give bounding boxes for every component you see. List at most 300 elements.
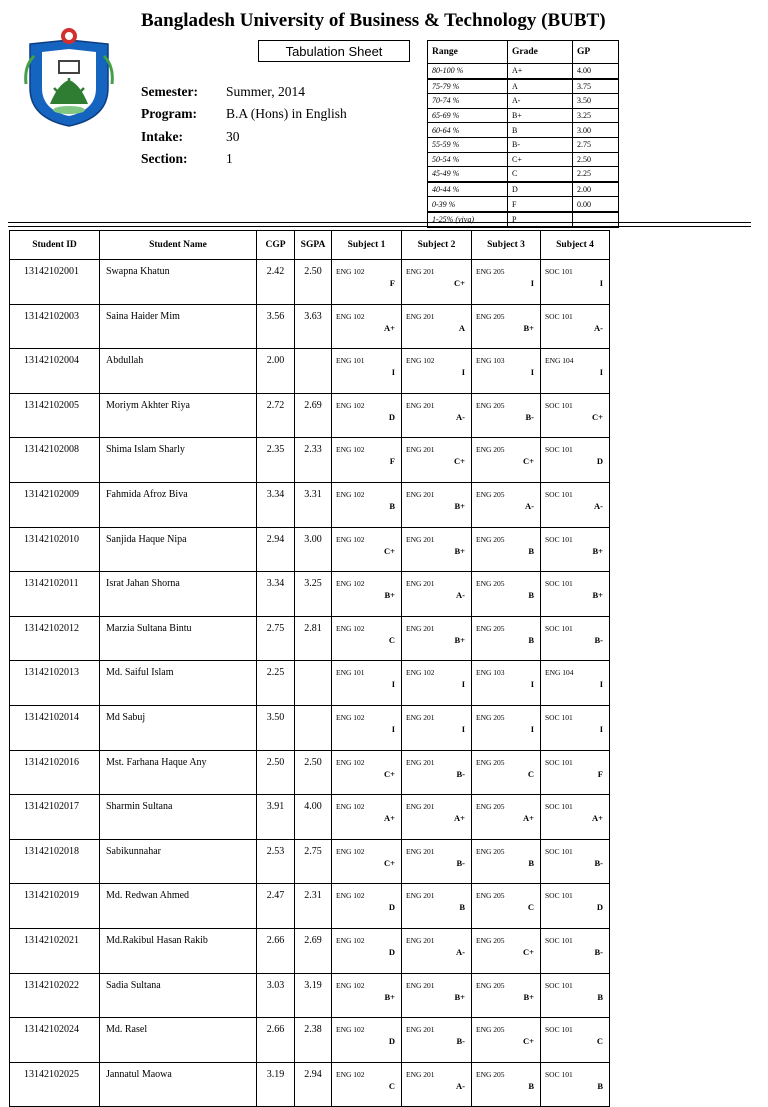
subject-2-cell (402, 839, 472, 884)
course-grade: B+ (454, 634, 465, 645)
grade-header-gp: GP (573, 41, 619, 64)
course-grade: I (391, 679, 395, 690)
student-id: 13142102003 (10, 304, 100, 349)
course-code: ENG 205 (476, 534, 505, 544)
course-code: ENG 102 (406, 356, 435, 366)
subject-4-cell (541, 393, 610, 438)
course-code: SOC 101 (545, 802, 573, 812)
course-code: ENG 205 (476, 891, 505, 901)
course-code: ENG 201 (406, 980, 435, 990)
subject-2-cell (402, 1018, 472, 1063)
course-code: ENG 102 (336, 534, 365, 544)
course-grade: C (527, 902, 534, 913)
subject-3-cell (472, 482, 541, 527)
course-grade: C+ (592, 411, 603, 422)
course-code: ENG 102 (336, 757, 365, 767)
subject-3-cell (472, 260, 541, 305)
student-id: 13142102008 (10, 438, 100, 483)
subject-2-cell (402, 260, 472, 305)
course-grade: I (599, 723, 603, 734)
subject-1-cell (332, 572, 402, 617)
grade-row (428, 197, 619, 212)
course-grade: C+ (523, 456, 534, 467)
course-grade: I (599, 679, 603, 690)
subject-2-cell (402, 705, 472, 750)
course-code: ENG 102 (406, 668, 435, 678)
cgp-value: 2.25 (257, 661, 295, 706)
course-code: ENG 205 (476, 267, 505, 276)
subject-2-cell (402, 661, 472, 706)
student-name: Swapna Khatun (100, 260, 257, 305)
sgpa-value: 2.75 (295, 839, 332, 884)
course-grade: D (596, 902, 603, 913)
course-grade: A- (456, 1080, 465, 1091)
table-row (10, 572, 610, 617)
grade-point: 0.00 (573, 197, 619, 212)
course-grade: I (530, 723, 534, 734)
course-grade: D (388, 902, 395, 913)
course-grade: A+ (384, 813, 395, 824)
subject-3-cell (472, 393, 541, 438)
col-header-sgpa: SGPA (295, 231, 332, 260)
course-grade: B- (594, 857, 603, 868)
course-grade: F (389, 456, 395, 467)
cgp-value: 2.66 (257, 1018, 295, 1063)
course-grade: B (528, 1080, 534, 1091)
course-code: ENG 205 (476, 489, 505, 499)
student-id: 13142102013 (10, 661, 100, 706)
student-id: 13142102001 (10, 260, 100, 305)
cgp-value: 2.50 (257, 750, 295, 795)
course-grade: C+ (384, 857, 395, 868)
subject-1-cell (332, 795, 402, 840)
student-name: Sabikunnahar (100, 839, 257, 884)
grade-range: 80-100 % (428, 64, 508, 79)
cgp-value: 3.03 (257, 973, 295, 1018)
course-grade: B (597, 991, 603, 1002)
student-id: 13142102018 (10, 839, 100, 884)
course-code: ENG 201 (406, 579, 435, 589)
course-code: ENG 102 (336, 980, 365, 990)
course-code: ENG 102 (336, 445, 365, 455)
course-grade: C (596, 1036, 603, 1047)
course-grade: B (528, 857, 534, 868)
sgpa-value: 2.69 (295, 393, 332, 438)
student-name: Md.Rakibul Hasan Rakib (100, 928, 257, 973)
sgpa-value: 3.00 (295, 527, 332, 572)
course-grade: B- (525, 411, 534, 422)
col-header-cgp: CGP (257, 231, 295, 260)
grade-row (428, 79, 619, 94)
student-id: 13142102017 (10, 795, 100, 840)
course-code: ENG 102 (336, 1069, 365, 1079)
grade-letter: A+ (508, 64, 573, 79)
course-code: ENG 205 (476, 980, 505, 990)
subject-1-cell (332, 661, 402, 706)
course-grade: B- (456, 857, 465, 868)
course-grade: B- (594, 946, 603, 957)
subject-1-cell (332, 527, 402, 572)
cgp-value: 2.94 (257, 527, 295, 572)
subject-1-cell (332, 1018, 402, 1063)
sgpa-value: 3.19 (295, 973, 332, 1018)
grade-row (428, 212, 619, 227)
grade-row (428, 137, 619, 152)
student-name: Abdullah (100, 349, 257, 394)
course-code: SOC 101 (545, 712, 573, 722)
subject-3-cell (472, 572, 541, 617)
course-code: SOC 101 (545, 400, 573, 410)
course-code: ENG 102 (336, 712, 365, 722)
student-id: 13142102024 (10, 1018, 100, 1063)
student-id: 13142102019 (10, 884, 100, 929)
course-grade: I (530, 278, 534, 288)
course-grade: I (530, 679, 534, 690)
table-row (10, 839, 610, 884)
grade-point: 2.00 (573, 182, 619, 197)
course-grade: C (527, 768, 534, 779)
course-grade: I (461, 723, 465, 734)
table-row (10, 750, 610, 795)
grade-range: 55-59 % (428, 137, 508, 152)
cgp-value: 3.19 (257, 1062, 295, 1107)
subject-4-cell (541, 304, 610, 349)
student-name: Fahmida Afroz Biva (100, 482, 257, 527)
grade-letter: D (508, 182, 573, 197)
course-code: ENG 102 (336, 935, 365, 945)
grade-header-range: Range (428, 41, 508, 64)
program-label: Program: (141, 106, 197, 121)
divider-line (8, 222, 751, 223)
table-row (10, 482, 610, 527)
course-grade: C+ (454, 456, 465, 467)
subject-4-cell (541, 438, 610, 483)
tabulation-table (9, 230, 610, 1107)
sgpa-value: 2.33 (295, 438, 332, 483)
grade-row (428, 152, 619, 167)
subject-3-cell (472, 438, 541, 483)
student-id: 13142102022 (10, 973, 100, 1018)
course-code: ENG 205 (476, 935, 505, 945)
table-row (10, 705, 610, 750)
subject-3-cell (472, 661, 541, 706)
table-row (10, 438, 610, 483)
subject-3-cell (472, 973, 541, 1018)
course-grade: B (597, 1080, 603, 1091)
course-code: ENG 102 (336, 802, 365, 812)
table-row (10, 349, 610, 394)
course-code: ENG 205 (476, 757, 505, 767)
cgp-value: 3.34 (257, 572, 295, 617)
course-code: ENG 205 (476, 623, 505, 633)
subject-2-cell (402, 304, 472, 349)
grade-point (573, 212, 619, 227)
course-grade: B+ (592, 590, 603, 601)
course-code: ENG 103 (476, 356, 505, 366)
course-grade: I (599, 278, 603, 288)
grade-point: 2.75 (573, 137, 619, 152)
subject-4-cell (541, 349, 610, 394)
course-grade: I (530, 367, 534, 378)
course-grade: C (388, 634, 395, 645)
sgpa-value (295, 349, 332, 394)
student-name: Md. Saiful Islam (100, 661, 257, 706)
course-code: ENG 205 (476, 846, 505, 856)
course-code: SOC 101 (545, 757, 573, 767)
course-code: SOC 101 (545, 623, 573, 633)
grade-row (428, 94, 619, 109)
student-name: Sharmin Sultana (100, 795, 257, 840)
course-code: ENG 201 (406, 623, 435, 633)
student-name: Md. Redwan Ahmed (100, 884, 257, 929)
university-title: Bangladesh University of Business & Technology (BUBT) (141, 10, 606, 31)
student-name: Jannatul Maowa (100, 1062, 257, 1107)
subject-1-cell (332, 1062, 402, 1107)
grade-range: 50-54 % (428, 152, 508, 167)
table-row (10, 1018, 610, 1063)
subject-3-cell (472, 1018, 541, 1063)
subject-3-cell (472, 304, 541, 349)
course-code: ENG 201 (406, 1025, 435, 1035)
course-code: ENG 102 (336, 891, 365, 901)
sgpa-value: 2.31 (295, 884, 332, 929)
student-id: 13142102004 (10, 349, 100, 394)
sgpa-value: 3.63 (295, 304, 332, 349)
grade-scale-table (427, 40, 619, 228)
course-code: ENG 201 (406, 534, 435, 544)
course-code: ENG 104 (545, 668, 574, 678)
sgpa-value: 2.81 (295, 616, 332, 661)
course-grade: I (461, 679, 465, 690)
grade-letter: C+ (508, 152, 573, 167)
course-grade: B- (456, 1036, 465, 1047)
course-code: ENG 205 (476, 802, 505, 812)
course-grade: A (458, 322, 465, 333)
student-name: Marzia Sultana Bintu (100, 616, 257, 661)
course-code: ENG 104 (545, 356, 574, 366)
subject-1-cell (332, 705, 402, 750)
subject-3-cell (472, 705, 541, 750)
course-grade: A- (456, 946, 465, 957)
course-grade: B (459, 902, 465, 913)
table-row (10, 304, 610, 349)
student-id: 13142102009 (10, 482, 100, 527)
subject-2-cell (402, 1062, 472, 1107)
subject-4-cell (541, 482, 610, 527)
course-grade: A- (525, 500, 534, 511)
table-row (10, 661, 610, 706)
course-grade: C+ (523, 1036, 534, 1047)
subject-2-cell (402, 572, 472, 617)
course-code: ENG 102 (336, 489, 365, 499)
course-grade: B+ (592, 545, 603, 556)
section-label: Section: (141, 151, 188, 166)
course-grade: B+ (454, 545, 465, 556)
student-id: 13142102025 (10, 1062, 100, 1107)
course-grade: B (528, 545, 534, 556)
subject-1-cell (332, 973, 402, 1018)
subject-1-cell (332, 482, 402, 527)
course-code: ENG 201 (406, 846, 435, 856)
grade-row (428, 182, 619, 197)
subject-2-cell (402, 928, 472, 973)
course-code: ENG 201 (406, 1069, 435, 1079)
university-logo (20, 26, 118, 128)
course-code: ENG 201 (406, 267, 435, 276)
student-id: 13142102014 (10, 705, 100, 750)
subject-4-cell (541, 1062, 610, 1107)
grade-letter: F (508, 197, 573, 212)
sheet-title: Tabulation Sheet (258, 40, 410, 62)
course-code: ENG 102 (336, 846, 365, 856)
course-code: ENG 201 (406, 445, 435, 455)
subject-2-cell (402, 393, 472, 438)
course-grade: C+ (384, 545, 395, 556)
grade-point: 3.25 (573, 108, 619, 123)
course-grade: A+ (592, 813, 603, 824)
subject-2-cell (402, 616, 472, 661)
course-code: ENG 102 (336, 267, 365, 276)
cgp-value: 2.42 (257, 260, 295, 305)
course-code: ENG 205 (476, 400, 505, 410)
divider-line (8, 226, 751, 227)
subject-2-cell (402, 973, 472, 1018)
table-row (10, 795, 610, 840)
course-grade: A- (456, 590, 465, 601)
cgp-value: 2.66 (257, 928, 295, 973)
subject-4-cell (541, 705, 610, 750)
cgp-value: 2.72 (257, 393, 295, 438)
subject-4-cell (541, 260, 610, 305)
course-grade: I (391, 723, 395, 734)
subject-1-cell (332, 393, 402, 438)
grade-point: 3.75 (573, 79, 619, 94)
subject-4-cell (541, 928, 610, 973)
course-code: SOC 101 (545, 267, 573, 276)
student-id: 13142102011 (10, 572, 100, 617)
col-header-subject-2: Subject 2 (402, 231, 472, 260)
subject-2-cell (402, 795, 472, 840)
course-code: ENG 201 (406, 712, 435, 722)
student-id: 13142102021 (10, 928, 100, 973)
course-code: ENG 201 (406, 311, 435, 321)
course-code: SOC 101 (545, 891, 573, 901)
course-grade: B (528, 634, 534, 645)
program-value: B.A (Hons) in English (226, 106, 347, 121)
subject-1-cell (332, 349, 402, 394)
cgp-value: 2.00 (257, 349, 295, 394)
student-name: Mst. Farhana Haque Any (100, 750, 257, 795)
grade-row (428, 108, 619, 123)
subject-4-cell (541, 750, 610, 795)
grade-row (428, 64, 619, 79)
table-row (10, 1062, 610, 1107)
sgpa-value: 2.50 (295, 260, 332, 305)
grade-letter: B+ (508, 108, 573, 123)
sgpa-value: 4.00 (295, 795, 332, 840)
cgp-value: 3.50 (257, 705, 295, 750)
subject-3-cell (472, 928, 541, 973)
grade-letter: B (508, 123, 573, 138)
subject-2-cell (402, 884, 472, 929)
course-grade: D (388, 946, 395, 957)
sgpa-value: 2.94 (295, 1062, 332, 1107)
grade-letter: C (508, 167, 573, 182)
grade-range: 45-49 % (428, 167, 508, 182)
subject-4-cell (541, 1018, 610, 1063)
course-grade: B+ (454, 500, 465, 511)
course-grade: F (389, 278, 395, 288)
col-header-subject-3: Subject 3 (472, 231, 541, 260)
course-grade: B+ (384, 991, 395, 1002)
subject-1-cell (332, 438, 402, 483)
course-code: ENG 205 (476, 579, 505, 589)
course-grade: I (461, 367, 465, 378)
sgpa-value: 2.38 (295, 1018, 332, 1063)
course-code: ENG 201 (406, 935, 435, 945)
sgpa-value (295, 705, 332, 750)
intake-value: 30 (226, 129, 240, 144)
grade-letter: A- (508, 94, 573, 109)
subject-4-cell (541, 839, 610, 884)
grade-range: 40-44 % (428, 182, 508, 197)
student-name: Md Sabuj (100, 705, 257, 750)
table-row (10, 527, 610, 572)
subject-4-cell (541, 795, 610, 840)
course-grade: B+ (523, 322, 534, 333)
subject-3-cell (472, 839, 541, 884)
table-row (10, 973, 610, 1018)
grade-letter: P (508, 212, 573, 227)
subject-3-cell (472, 349, 541, 394)
grade-point: 2.50 (573, 152, 619, 167)
course-grade: A- (594, 322, 603, 333)
cgp-value: 2.35 (257, 438, 295, 483)
grade-range: 60-64 % (428, 123, 508, 138)
subject-2-cell (402, 438, 472, 483)
grade-range: 70-74 % (428, 94, 508, 109)
course-grade: B (389, 500, 395, 511)
course-code: SOC 101 (545, 445, 573, 455)
course-code: ENG 201 (406, 400, 435, 410)
student-name: Sadia Sultana (100, 973, 257, 1018)
grade-point: 3.50 (573, 94, 619, 109)
subject-4-cell (541, 527, 610, 572)
student-name: Md. Rasel (100, 1018, 257, 1063)
col-header-student-id: Student ID (10, 231, 100, 260)
cgp-value: 2.53 (257, 839, 295, 884)
course-code: ENG 102 (336, 400, 365, 410)
subject-1-cell (332, 839, 402, 884)
course-grade: D (596, 456, 603, 467)
course-code: ENG 101 (336, 356, 365, 366)
course-grade: C (388, 1080, 395, 1091)
subject-1-cell (332, 884, 402, 929)
course-code: SOC 101 (545, 1025, 573, 1035)
subject-2-cell (402, 349, 472, 394)
cgp-value: 3.56 (257, 304, 295, 349)
course-code: ENG 102 (336, 579, 365, 589)
sgpa-value: 3.31 (295, 482, 332, 527)
course-grade: C+ (523, 946, 534, 957)
sgpa-value: 3.25 (295, 572, 332, 617)
course-code: SOC 101 (545, 846, 573, 856)
course-grade: C+ (454, 278, 465, 288)
subject-2-cell (402, 482, 472, 527)
course-code: SOC 101 (545, 534, 573, 544)
course-code: ENG 102 (336, 311, 365, 321)
student-id: 13142102010 (10, 527, 100, 572)
